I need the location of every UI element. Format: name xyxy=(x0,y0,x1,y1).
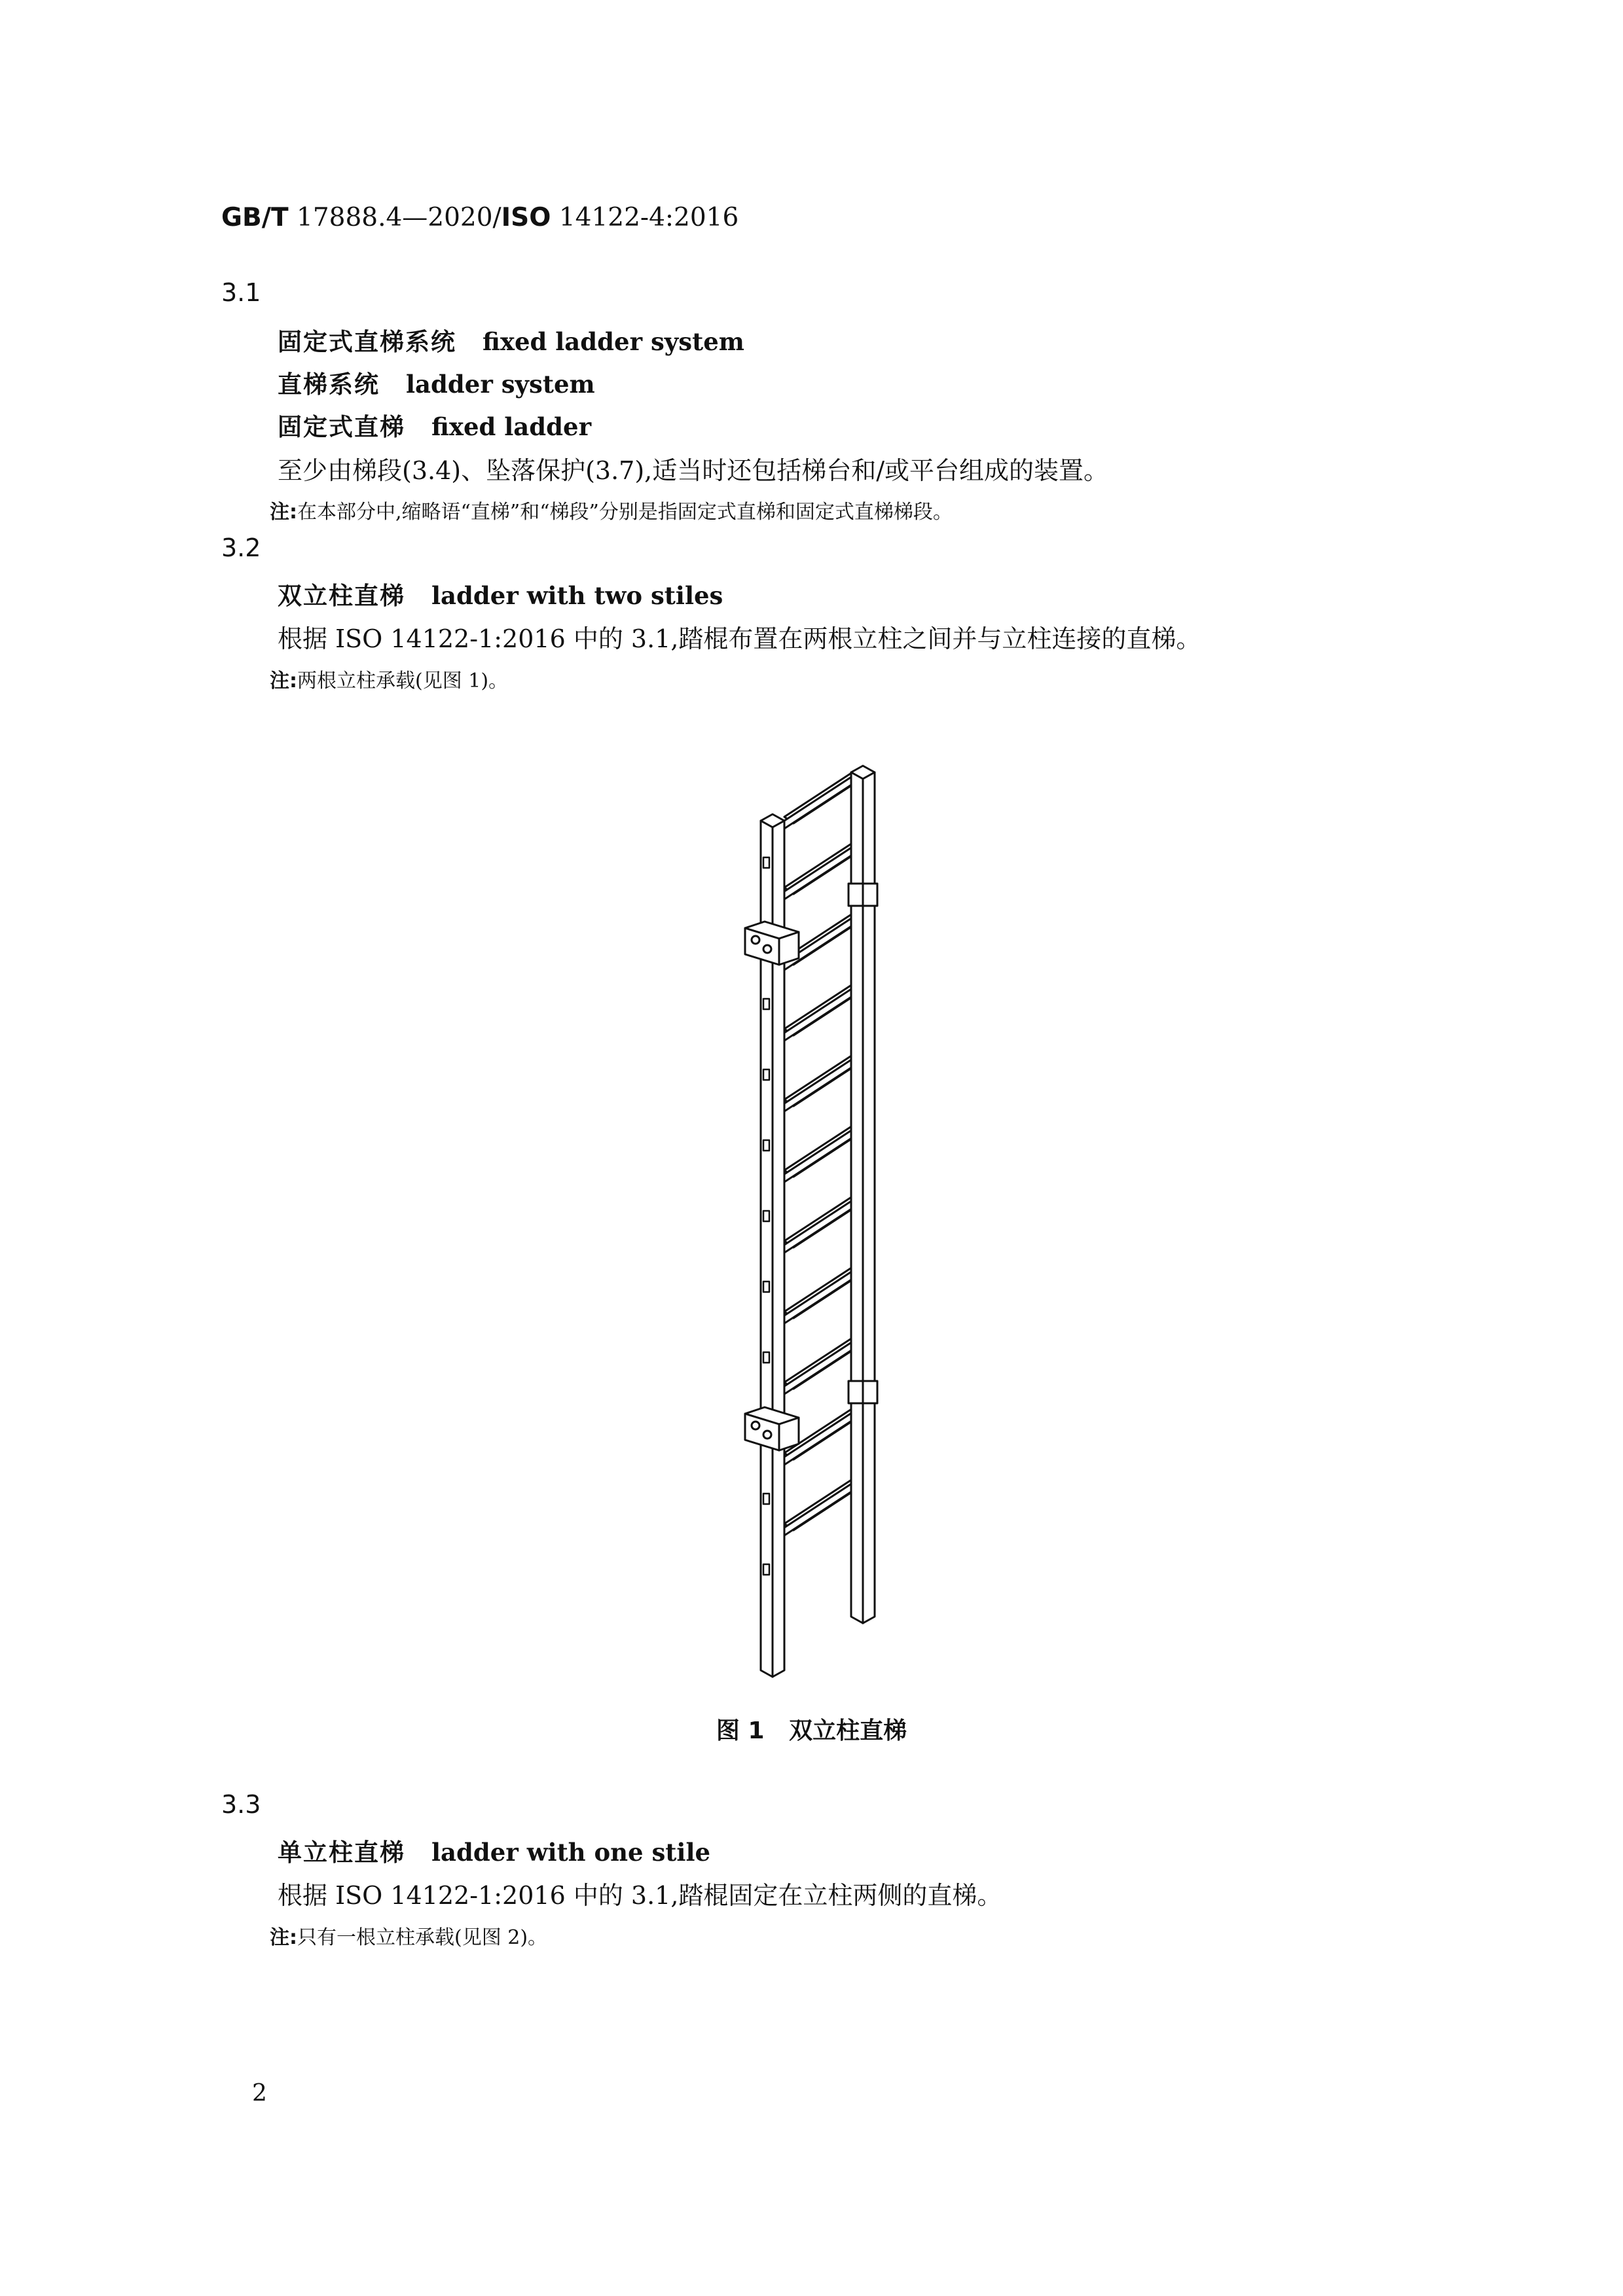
term-en: ladder system xyxy=(406,370,595,399)
ladder-rung-side xyxy=(784,1200,852,1253)
term-en: fixed ladder system xyxy=(483,327,744,356)
note-label: 注: xyxy=(270,501,297,524)
section-number: 3.2 xyxy=(221,533,261,562)
section-number: 3.3 xyxy=(221,1790,261,1819)
ladder-rung-side xyxy=(784,1342,852,1394)
note-text: 只有一根立柱承载(见图 2)。 xyxy=(297,1926,548,1949)
ladder-rung-side xyxy=(784,988,852,1041)
ladder-rung-side xyxy=(784,776,852,829)
standard-code: 17888.4—2020/ xyxy=(297,203,501,232)
ladder-rung-side xyxy=(784,1059,852,1111)
note-text: 在本部分中,缩略语“直梯”和“梯段”分别是指固定式直梯和固定式直梯梯段。 xyxy=(297,501,953,524)
note xyxy=(270,1921,547,1950)
term-en: ladder with one stile xyxy=(431,1838,711,1867)
definition: 至少由梯段(3.4)、坠落保护(3.7),适当时还包括梯台和/或平台组成的装置。 xyxy=(278,456,1109,485)
ladder-rung-side xyxy=(784,1130,852,1182)
bracket-side xyxy=(779,932,799,965)
term-entry xyxy=(278,1833,710,1868)
iso-code-bold: ISO xyxy=(501,203,551,232)
term-en: fixed ladder xyxy=(431,412,592,441)
term-cn: 单立柱直梯 xyxy=(278,1839,405,1867)
bracket-side xyxy=(779,1418,799,1450)
iso-code: 14122-4:2016 xyxy=(558,203,739,232)
term-en: ladder with two stiles xyxy=(431,581,723,610)
term-cn: 双立柱直梯 xyxy=(278,582,405,610)
term-cn: 固定式直梯 xyxy=(278,413,405,441)
note-label: 注: xyxy=(270,670,297,692)
ladder-rung-side xyxy=(784,1483,852,1535)
section-number: 3.1 xyxy=(221,278,261,307)
definition: 根据 ISO 14122-1:2016 中的 3.1,踏棍布置在两根立柱之间并与立柱连接的直梯。 xyxy=(278,624,1201,653)
term-cn: 固定式直梯系统 xyxy=(278,328,456,356)
standard-code-bold: GB/T xyxy=(221,203,289,232)
note-label: 注: xyxy=(270,1926,297,1949)
page-number: 2 xyxy=(252,2080,267,2107)
note-text: 两根立柱承载(见图 1)。 xyxy=(297,670,509,692)
ladder-rung-side xyxy=(784,1271,852,1323)
term-cn: 直梯系统 xyxy=(278,370,380,399)
definition: 根据 ISO 14122-1:2016 中的 3.1,踏棍固定在立柱两侧的直梯。 xyxy=(278,1881,1002,1910)
ladder-rung-side xyxy=(784,847,852,899)
figure-caption: 图 1 双立柱直梯 xyxy=(716,1717,907,1744)
